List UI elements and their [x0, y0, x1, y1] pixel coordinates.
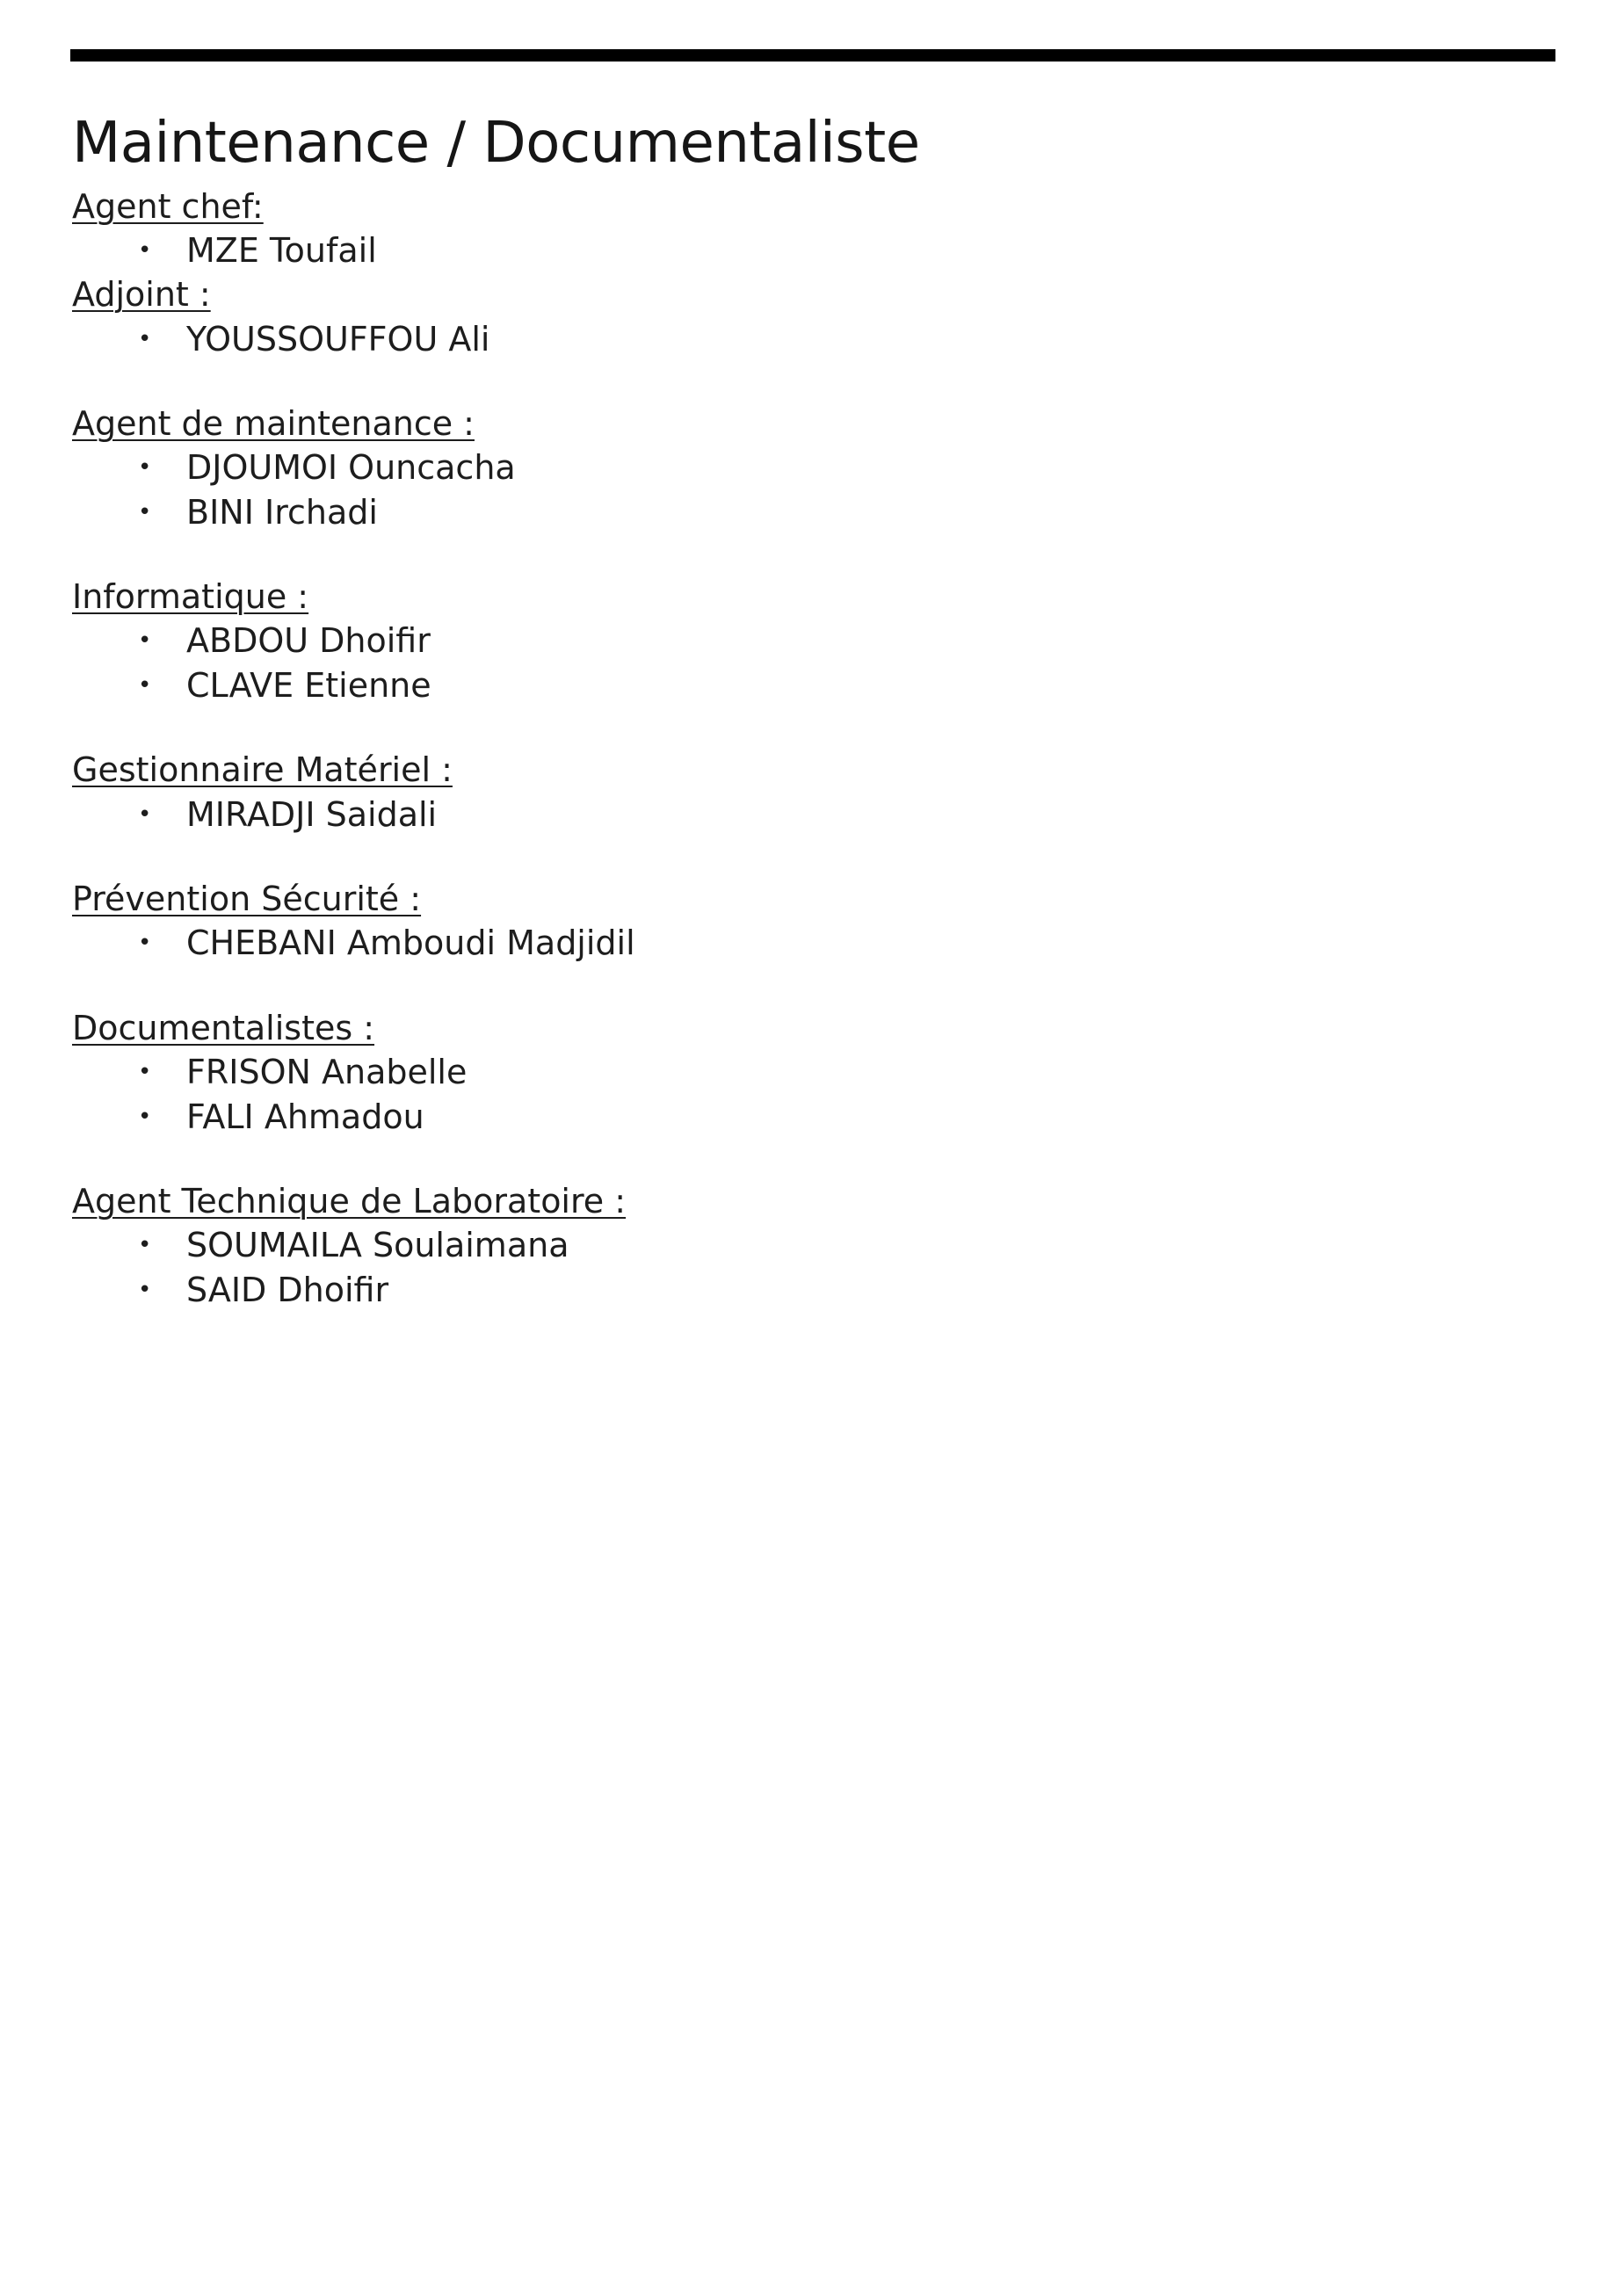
- person-name: CLAVE Etienne: [186, 665, 431, 705]
- section-spacer: [72, 361, 1566, 402]
- section-heading-row: [72, 1006, 1566, 1050]
- document-section: [72, 748, 1566, 837]
- section-heading-text: Gestionnaire Matériel :: [72, 750, 453, 790]
- page-title: Maintenance / Documentaliste: [72, 111, 920, 176]
- bullet-icon: •: [138, 498, 152, 525]
- person-name: MIRADJI Saidali: [186, 794, 438, 834]
- section-heading: [72, 877, 421, 921]
- section-heading-row: [72, 748, 1566, 792]
- person-name: CHEBANI Amboudi Madjidil: [186, 923, 635, 963]
- list-item: [72, 921, 1566, 966]
- list-item: [72, 1095, 1566, 1140]
- list-item: [72, 1268, 1566, 1313]
- document-section: [72, 1179, 1566, 1312]
- bullet-icon: •: [138, 1059, 152, 1086]
- section-spacer: [72, 1139, 1566, 1179]
- bullet-icon: •: [138, 627, 152, 655]
- section-heading-text: Agent chef:: [72, 186, 264, 226]
- section-heading-text: Documentalistes :: [72, 1008, 375, 1047]
- document-section: [72, 877, 1566, 966]
- section-heading-row: [72, 575, 1566, 619]
- person-name: DJOUMOI Ouncacha: [186, 448, 516, 488]
- section-spacer: [72, 837, 1566, 877]
- section-heading: [72, 272, 211, 316]
- people-list: [72, 228, 1566, 273]
- section-heading: [72, 1006, 374, 1050]
- list-item: [72, 619, 1566, 663]
- document-section: [72, 272, 1566, 361]
- list-item: [72, 317, 1566, 362]
- header-rule: [70, 49, 1555, 62]
- people-list: [72, 793, 1566, 837]
- people-list: [72, 317, 1566, 362]
- document-section: [72, 575, 1566, 707]
- document-content: [72, 112, 1566, 1312]
- section-heading-text: Prévention Sécurité :: [72, 880, 422, 919]
- bullet-icon: •: [138, 930, 152, 957]
- bullet-icon: •: [138, 454, 152, 482]
- bullet-icon: •: [138, 1276, 152, 1303]
- section-heading: [72, 748, 453, 792]
- person-name: FRISON Anabelle: [186, 1053, 468, 1092]
- section-heading-row: [72, 877, 1566, 921]
- document-section: [72, 1006, 1566, 1139]
- person-name: MZE Toufail: [186, 230, 377, 270]
- list-item: [72, 445, 1566, 490]
- section-heading-text: Adjoint :: [72, 275, 211, 315]
- person-name: ABDOU Dhoifir: [186, 621, 431, 661]
- bullet-icon: •: [138, 1103, 152, 1130]
- person-name: BINI Irchadi: [186, 492, 378, 532]
- bullet-icon: •: [138, 671, 152, 699]
- person-name: FALI Ahmadou: [186, 1097, 424, 1136]
- bullet-icon: •: [138, 236, 152, 264]
- list-item: [72, 490, 1566, 535]
- people-list: [72, 1050, 1566, 1139]
- section-heading: [72, 185, 264, 228]
- people-list: [72, 619, 1566, 707]
- bullet-icon: •: [138, 800, 152, 828]
- document-section: [72, 185, 1566, 273]
- section-heading-row: [72, 272, 1566, 316]
- section-heading-row: [72, 402, 1566, 445]
- section-heading-text: Agent Technique de Laboratoire :: [72, 1182, 627, 1221]
- section-heading-text: Agent de maintenance :: [72, 404, 475, 444]
- section-spacer: [72, 707, 1566, 748]
- list-item: [72, 1050, 1566, 1095]
- section-spacer: [72, 534, 1566, 575]
- section-heading: [72, 1179, 626, 1223]
- person-name: YOUSSOUFFOU Ali: [186, 319, 490, 359]
- section-heading-row: [72, 1179, 1566, 1223]
- list-item: [72, 793, 1566, 837]
- section-heading-row: [72, 185, 1566, 228]
- bullet-icon: •: [138, 325, 152, 352]
- document-section: [72, 402, 1566, 534]
- list-item: [72, 228, 1566, 273]
- list-item: [72, 1223, 1566, 1268]
- section-heading: [72, 402, 475, 445]
- section-heading-text: Informatique :: [72, 577, 309, 617]
- people-list: [72, 445, 1566, 534]
- list-item: [72, 663, 1566, 708]
- person-name: SOUMAILA Soulaimana: [186, 1226, 569, 1265]
- section-spacer: [72, 966, 1566, 1006]
- bullet-icon: •: [138, 1232, 152, 1259]
- sections-container: [72, 185, 1566, 1313]
- person-name: SAID Dhoifir: [186, 1270, 389, 1309]
- section-heading: [72, 575, 308, 619]
- people-list: [72, 921, 1566, 966]
- people-list: [72, 1223, 1566, 1312]
